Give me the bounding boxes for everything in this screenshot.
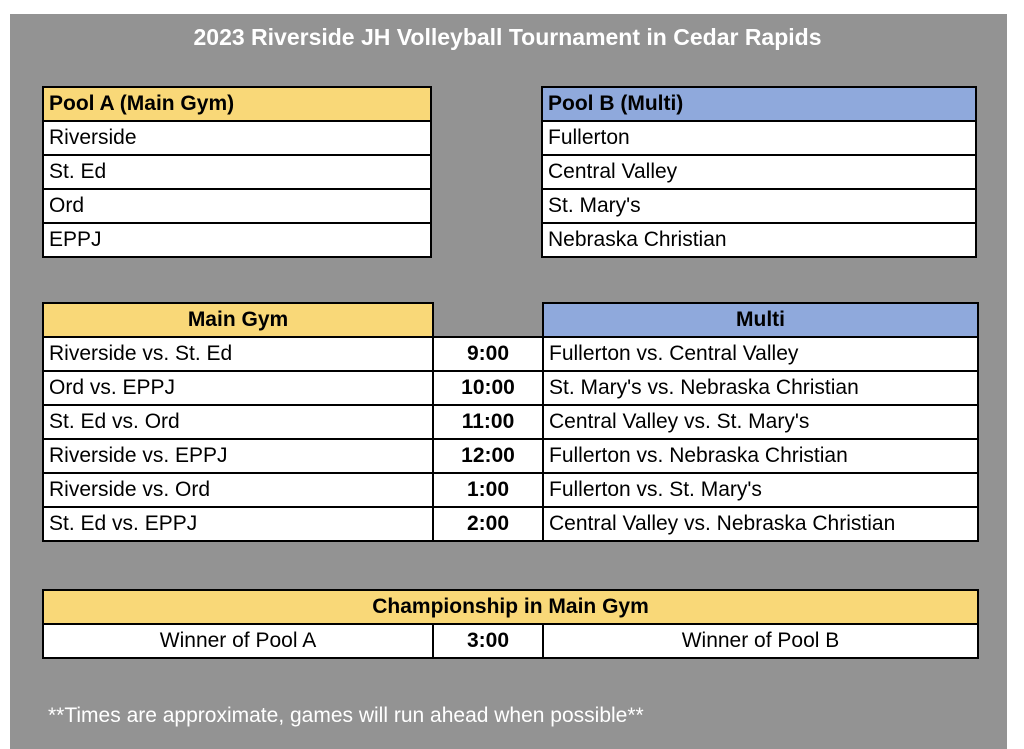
schedule-row bbox=[43, 439, 978, 473]
multi-header: Multi bbox=[543, 303, 978, 337]
main-gym-match: Riverside vs. St. Ed bbox=[43, 337, 433, 371]
multi-match: Central Valley vs. Nebraska Christian bbox=[543, 507, 978, 541]
pool-b-header: Pool B (Multi) bbox=[542, 87, 976, 121]
match-time: 12:00 bbox=[433, 439, 543, 473]
pool-a-team: EPPJ bbox=[43, 223, 431, 257]
pool-b-table bbox=[541, 86, 977, 258]
pool-b-team: Nebraska Christian bbox=[542, 223, 976, 257]
page-title: 2023 Riverside JH Volleyball Tournament in Cedar Rapids bbox=[193, 24, 822, 50]
multi-match: St. Mary's vs. Nebraska Christian bbox=[543, 371, 978, 405]
pool-a-team: Riverside bbox=[43, 121, 431, 155]
multi-match: Fullerton vs. Nebraska Christian bbox=[543, 439, 978, 473]
championship-header: Championship in Main Gym bbox=[43, 590, 978, 624]
pool-a-table bbox=[42, 86, 432, 258]
pool-a-team: St. Ed bbox=[43, 155, 431, 189]
multi-match: Fullerton vs. St. Mary's bbox=[543, 473, 978, 507]
pool-a-header: Pool A (Main Gym) bbox=[43, 87, 431, 121]
match-time: 10:00 bbox=[433, 371, 543, 405]
match-time: 9:00 bbox=[433, 337, 543, 371]
pool-a-team: Ord bbox=[43, 189, 431, 223]
match-time: 11:00 bbox=[433, 405, 543, 439]
schedule-row bbox=[43, 371, 978, 405]
main-gym-match: Riverside vs. Ord bbox=[43, 473, 433, 507]
footnote: **Times are approximate, games will run ahead when possible** bbox=[48, 704, 644, 727]
multi-match: Central Valley vs. St. Mary's bbox=[543, 405, 978, 439]
championship-time: 3:00 bbox=[433, 624, 543, 658]
main-gym-header: Main Gym bbox=[43, 303, 433, 337]
schedule-row bbox=[43, 507, 978, 541]
match-time: 1:00 bbox=[433, 473, 543, 507]
main-gym-match: Riverside vs. EPPJ bbox=[43, 439, 433, 473]
schedule-row bbox=[43, 473, 978, 507]
championship-left-team: Winner of Pool A bbox=[43, 624, 433, 658]
schedule-table bbox=[42, 302, 979, 542]
match-time: 2:00 bbox=[433, 507, 543, 541]
multi-match: Fullerton vs. Central Valley bbox=[543, 337, 978, 371]
main-gym-match: St. Ed vs. EPPJ bbox=[43, 507, 433, 541]
main-gym-match: St. Ed vs. Ord bbox=[43, 405, 433, 439]
pool-b-team: Fullerton bbox=[542, 121, 976, 155]
header-gap bbox=[433, 303, 543, 337]
championship-table bbox=[42, 589, 979, 659]
pool-b-team: St. Mary's bbox=[542, 189, 976, 223]
main-gym-match: Ord vs. EPPJ bbox=[43, 371, 433, 405]
pool-b-team: Central Valley bbox=[542, 155, 976, 189]
championship-right-team: Winner of Pool B bbox=[543, 624, 978, 658]
schedule-row bbox=[43, 337, 978, 371]
schedule-row bbox=[43, 405, 978, 439]
